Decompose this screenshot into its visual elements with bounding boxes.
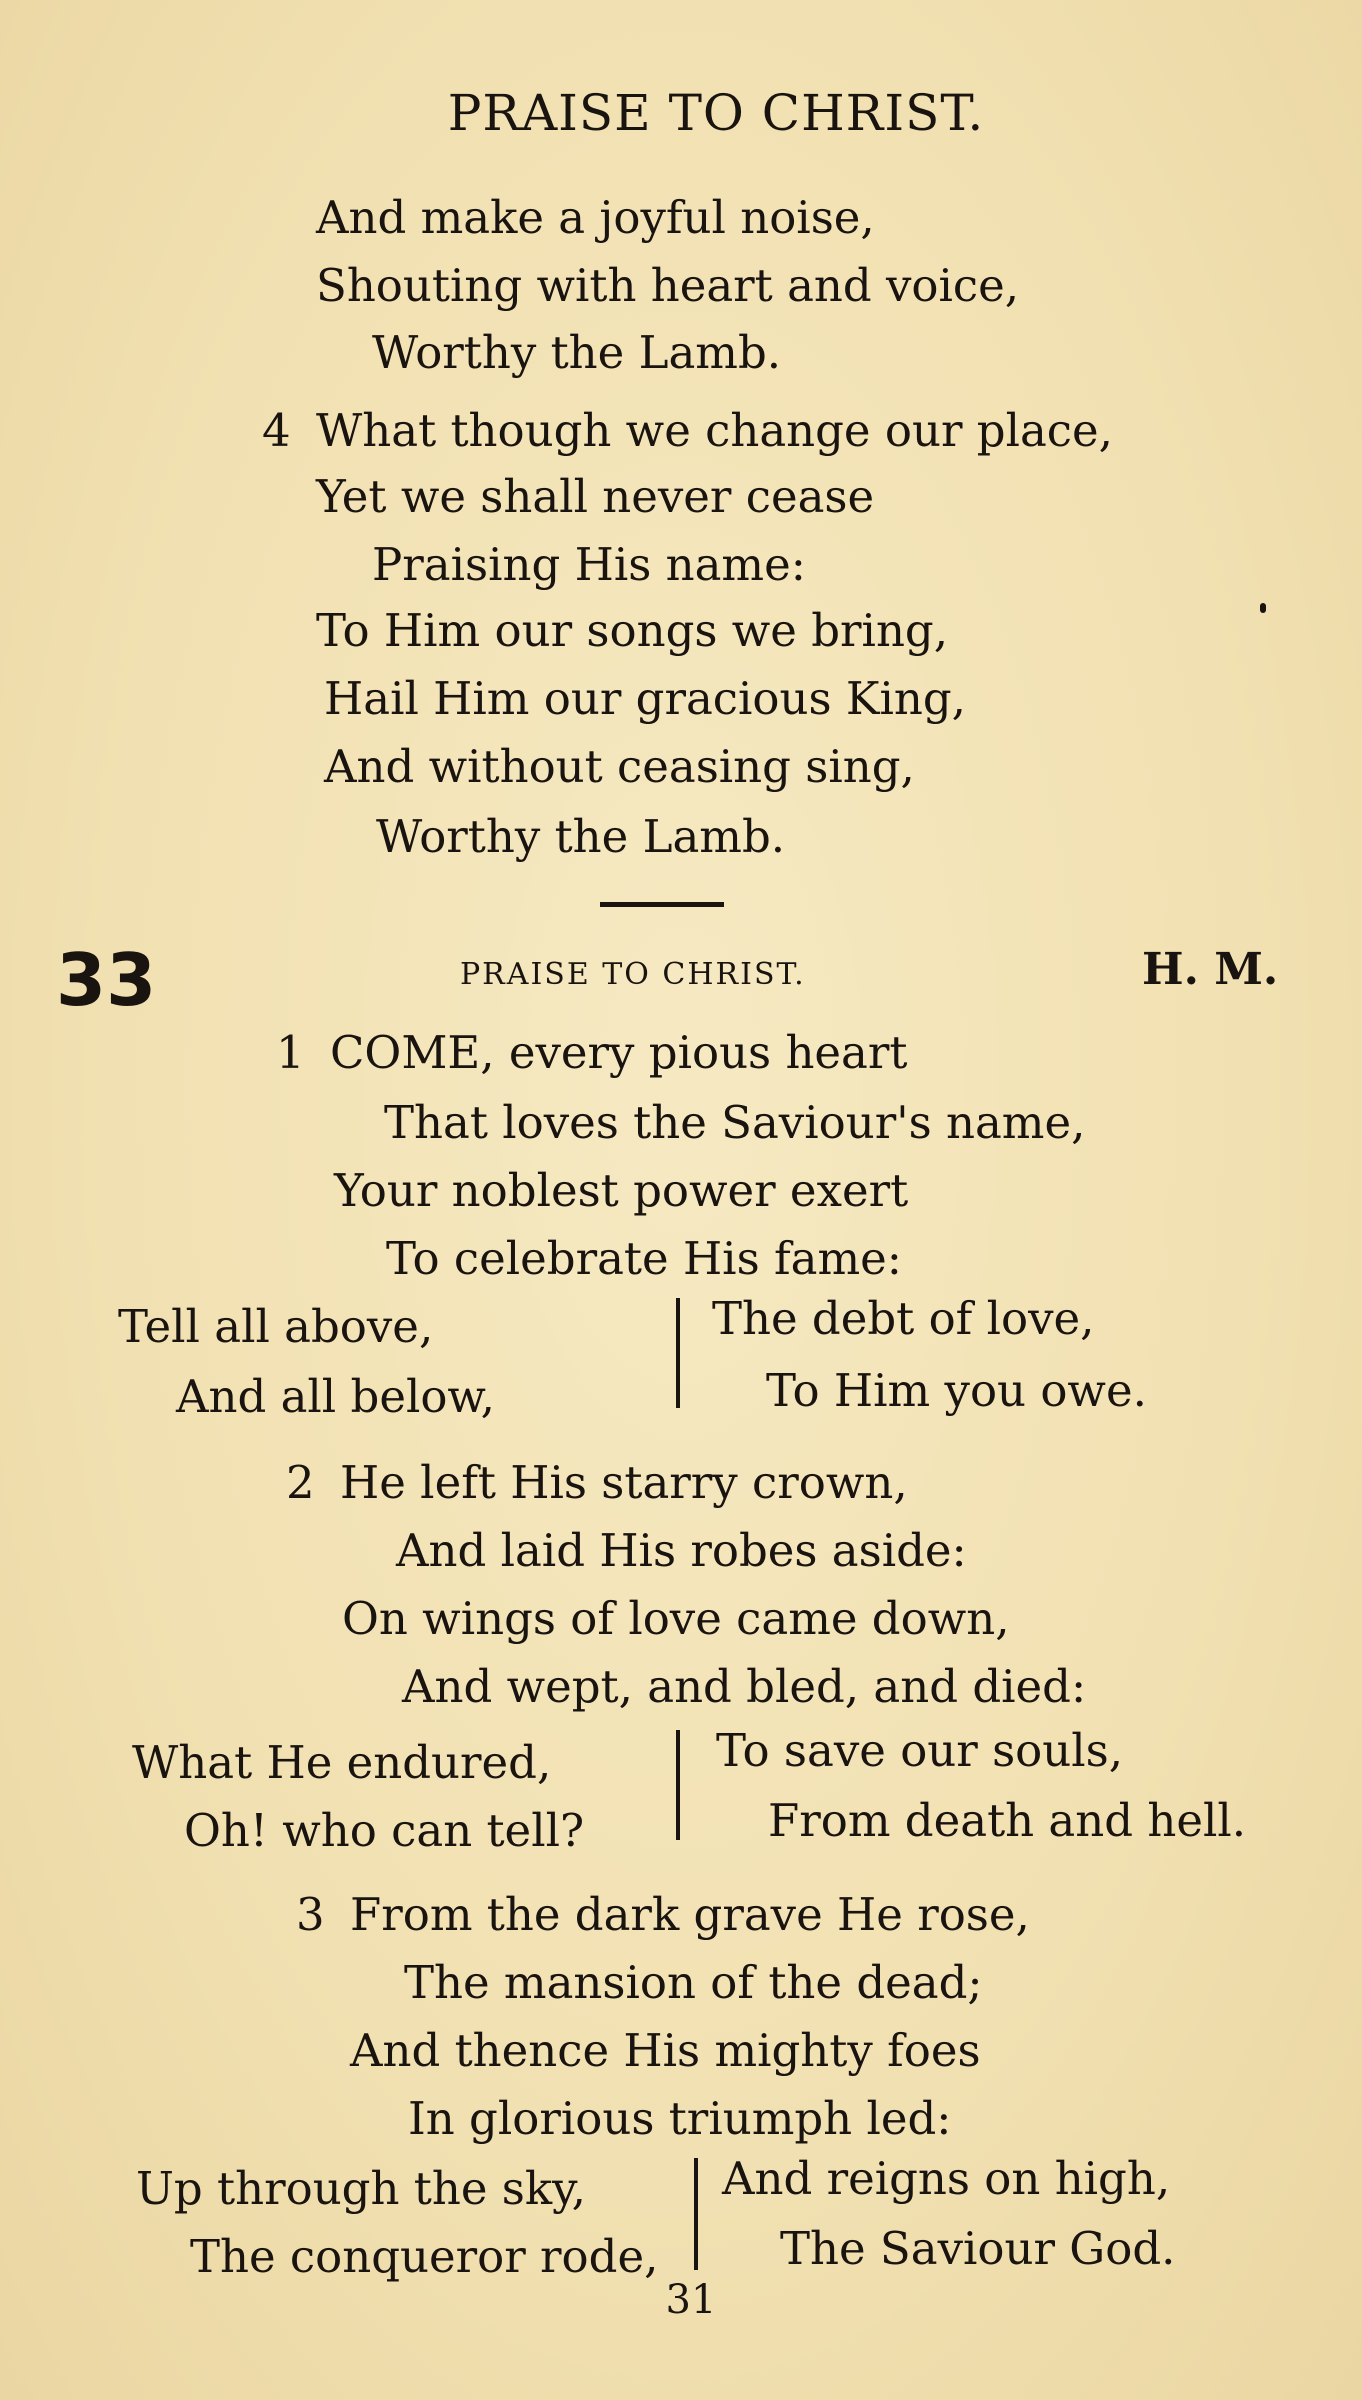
refrain-brace bbox=[676, 1730, 680, 1840]
hymn-line: And wept, and bled, and died: bbox=[402, 1660, 1087, 1713]
refrain-left-line: The conqueror rode, bbox=[190, 2230, 659, 2283]
prev-hymn-line: Praising His name: bbox=[372, 538, 806, 591]
hymn-line: On wings of love came down, bbox=[342, 1592, 1010, 1645]
refrain-right-line: To save our souls, bbox=[716, 1724, 1124, 1777]
hymn-line: In glorious triumph led: bbox=[408, 2092, 952, 2145]
prev-hymn-line: What though we change our place, bbox=[316, 404, 1113, 457]
prev-hymn-line: Worthy the Lamb. bbox=[376, 810, 786, 863]
hymn-line: And laid His robes aside: bbox=[396, 1524, 967, 1577]
prev-hymn-line: Shouting with heart and voice, bbox=[316, 259, 1020, 312]
page-number: 31 bbox=[665, 2277, 717, 2323]
refrain-right-line: And reigns on high, bbox=[722, 2152, 1171, 2205]
refrain-left-line: Tell all above, bbox=[118, 1300, 434, 1353]
refrain-left-line: Up through the sky, bbox=[136, 2162, 586, 2215]
hymn-line: And thence His mighty foes bbox=[350, 2024, 981, 2077]
prev-hymn-line: And make a joyful noise, bbox=[316, 191, 875, 244]
refrain-right-line: The debt of love, bbox=[712, 1292, 1095, 1345]
hymn-line: To celebrate His fame: bbox=[386, 1232, 902, 1285]
refrain-brace bbox=[694, 2158, 698, 2270]
hymn-line: COME, every pious heart bbox=[330, 1026, 908, 1079]
running-header: PRAISE TO CHRIST. bbox=[447, 84, 985, 142]
hymn-line: He left His starry crown, bbox=[340, 1456, 908, 1509]
stanza-number: 4 bbox=[262, 404, 291, 457]
refrain-left-line: What He endured, bbox=[132, 1736, 552, 1789]
ink-speck bbox=[1260, 603, 1266, 613]
refrain-left-line: And all below, bbox=[176, 1370, 495, 1423]
hymn-line: That loves the Saviour's name, bbox=[384, 1096, 1086, 1149]
stanza-number: 2 bbox=[286, 1456, 315, 1509]
hymn-number: 33 bbox=[56, 938, 157, 1022]
section-divider bbox=[600, 902, 724, 907]
hymn-title: PRAISE TO CHRIST. bbox=[460, 957, 806, 992]
hymn-line: Your noblest power exert bbox=[334, 1164, 909, 1217]
prev-hymn-line: And without ceasing sing, bbox=[324, 740, 915, 793]
refrain-right-line: To Him you owe. bbox=[766, 1364, 1147, 1417]
hymn-line: From the dark grave He rose, bbox=[350, 1888, 1030, 1941]
stanza-number: 3 bbox=[296, 1888, 325, 1941]
hymn-line: The mansion of the dead; bbox=[404, 1956, 983, 2009]
prev-hymn-line: To Him our songs we bring, bbox=[316, 604, 949, 657]
prev-hymn-line: Worthy the Lamb. bbox=[372, 326, 782, 379]
prev-hymn-line: Hail Him our gracious King, bbox=[324, 672, 966, 725]
prev-hymn-line: Yet we shall never cease bbox=[316, 470, 875, 523]
refrain-right-line: The Saviour God. bbox=[780, 2222, 1176, 2275]
hymn-meter: H. M. bbox=[1142, 944, 1279, 995]
refrain-left-line: Oh! who can tell? bbox=[184, 1804, 585, 1857]
refrain-brace bbox=[676, 1298, 680, 1408]
refrain-right-line: From death and hell. bbox=[768, 1794, 1247, 1847]
stanza-number: 1 bbox=[276, 1026, 305, 1079]
